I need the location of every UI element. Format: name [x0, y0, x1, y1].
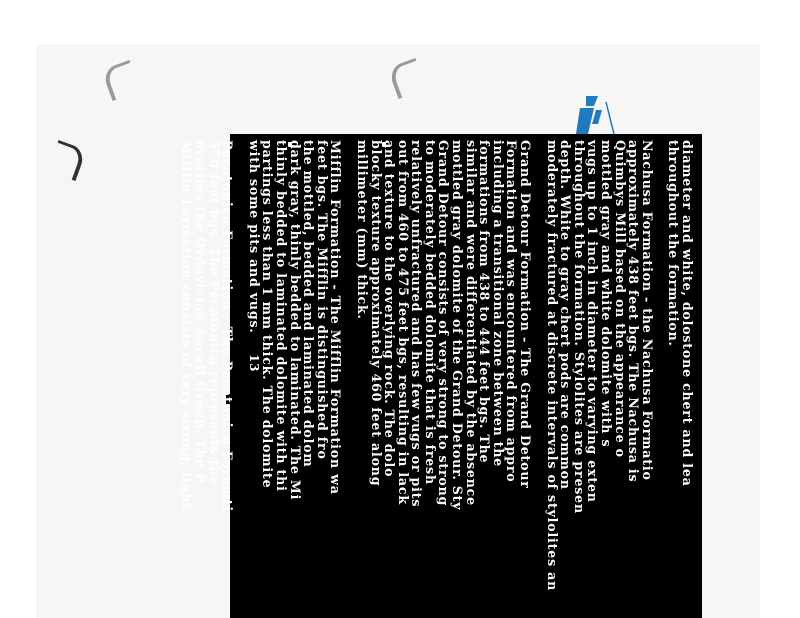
paragraph-grand-detour: [355, 140, 532, 608]
text-line: to moderately bedded dolomite that is fresh: [422, 140, 438, 485]
text-line: thinly bedded to laminated dolomite with thi: [273, 140, 289, 492]
text-line: overlies the Ordovician Ancell Group. The P: [193, 140, 208, 484]
rotated-text-block: [179, 134, 702, 618]
text-line: Mifflin Formation - The Mifflin Formation wa: [328, 140, 344, 495]
text-line: mottled gray dolomite of the Grand Detour. Sty: [450, 140, 466, 511]
text-line: partings less than 1 mm thick. The dolomite: [260, 140, 276, 489]
text-line: Quimbys Mill based on the appearance o: [612, 140, 628, 458]
text-line: with some pits and vugs.: [246, 140, 262, 334]
text-line: moderately fractured at discrete intervals of stylolites an: [544, 140, 560, 592]
text-line: blocky texture approximately 460 feet along: [368, 140, 384, 487]
text-line: mottled gray and white dolomite with s: [599, 140, 615, 448]
text-line: Pecatonica Formation - The Pecatonica Formati: [220, 140, 236, 512]
text-line: throughout the formation.: [666, 140, 682, 347]
text-line: Nachusa Formation - the Nachusa Formatio: [639, 140, 655, 481]
text-line: feet bgs. The Mifflin is distinguished fro: [314, 140, 330, 460]
document-page: [179, 134, 702, 618]
text-line: similar and were differentiated by the absence: [463, 140, 479, 506]
paragraph-pecatonica: [180, 140, 234, 608]
paragraph-intro-tail: [667, 140, 694, 608]
text-line: including a transitional zone between the: [490, 140, 506, 468]
text-line: depth. White to gray chert pods are common: [558, 140, 574, 490]
text-line: Mifflin Formation consists of very strong, light: [179, 140, 195, 510]
text-line: millimeter (mm) thick.: [354, 140, 370, 320]
text-line: diameter and white, dolostone chert and lea: [680, 140, 695, 487]
text-line: dark gray, thinly bedded to laminated. The Mi: [287, 140, 303, 501]
text-line: Grand Detour Formation - The Grand Detour: [518, 140, 534, 489]
text-line: approximately 438 feet bgs. The Nachusa is: [626, 140, 642, 483]
paragraph-mifflin: [247, 140, 342, 608]
text-line: and texture to the overlying rock. The dolo: [382, 140, 398, 478]
text-line: 570 feet bgs. The Pecatonica represents the: [206, 140, 222, 486]
text-line: Grand Detour consists of very strong to strong: [436, 140, 452, 507]
text-line: the mottled, bedded and laminated dolom: [301, 140, 317, 468]
text-line: out from 460 to 475 feet bgs, resulting in lack: [395, 140, 411, 505]
page-number: 13: [247, 354, 261, 373]
text-line: relatively unfractured and has few vugs or pits: [409, 140, 425, 508]
text-line: formations from 438 to 444 feet bgs. The: [477, 140, 493, 464]
text-line: throughout the formation. Stylolites are presen: [571, 140, 587, 514]
text-line: vugs up to 1 inch in diameter to varying exten: [585, 140, 601, 503]
text-line: Formation and was encountered from appro: [504, 140, 520, 483]
paragraph-nachusa: [545, 140, 654, 608]
